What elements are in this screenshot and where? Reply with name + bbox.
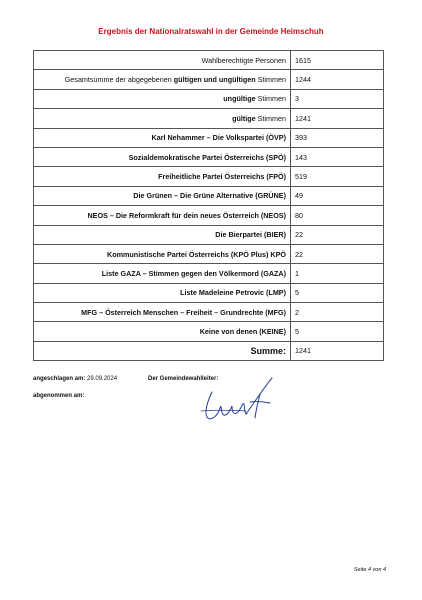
table-row	[34, 225, 384, 244]
table-row	[34, 283, 384, 302]
row-value: 3	[291, 89, 384, 108]
row-label	[34, 89, 291, 108]
row-label: Wahlberechtigte Personen	[34, 51, 291, 70]
posted-label: angeschlagen am:	[33, 376, 86, 382]
table-row	[34, 186, 384, 205]
row-value: 5	[291, 283, 384, 302]
sum-value: 1241	[291, 341, 384, 360]
row-value: 80	[291, 206, 384, 225]
row-value: 1241	[291, 109, 384, 128]
page-number: Seite 4 von 4	[353, 567, 386, 573]
row-label-part: Stimmen	[255, 74, 286, 84]
row-label: Freiheitliche Partei Österreichs (FPÖ)	[34, 167, 291, 186]
row-label-emphasis: gültige	[232, 113, 256, 123]
sum-row	[34, 341, 384, 360]
row-label: Karl Nehammer – Die Volkspartei (ÖVP)	[34, 128, 291, 147]
row-value: 1615	[291, 51, 384, 70]
row-label: Die Bierpartei (BIER)	[34, 225, 291, 244]
row-label-part: Gesamtsumme der abgegebenen	[64, 74, 174, 84]
row-value: 143	[291, 147, 384, 166]
row-label: Die Grünen – Die Grüne Alternative (GRÜNE)	[34, 186, 291, 205]
row-label: Sozialdemokratische Partei Österreichs (SPÖ)	[34, 147, 291, 166]
sum-label: Summe:	[34, 341, 291, 360]
row-value: 1244	[291, 70, 384, 89]
table-row	[34, 147, 384, 166]
table-row	[34, 303, 384, 322]
row-label-part: Stimmen	[255, 113, 286, 123]
row-value: 22	[291, 244, 384, 263]
row-label: Kommunistische Partei Österreichs (KPÖ Plus) KPÖ	[34, 244, 291, 263]
row-value: 5	[291, 322, 384, 341]
table-row	[34, 322, 384, 341]
table-row	[34, 167, 384, 186]
table-row	[34, 244, 384, 263]
table-row	[34, 51, 384, 70]
row-label	[34, 70, 291, 89]
table-row	[34, 128, 384, 147]
page-title: Ergebnis der Nationalratswahl in der Gemeinde Heimschuh	[98, 27, 324, 36]
table-row	[34, 70, 384, 89]
table-row	[34, 89, 384, 108]
row-label: Liste Madeleine Petrovic (LMP)	[34, 283, 291, 302]
signature-image	[198, 372, 282, 424]
row-value: 1	[291, 264, 384, 283]
table-row	[34, 264, 384, 283]
officer-label: Der Gemeindewahlleiter:	[148, 376, 219, 382]
row-value: 2	[291, 303, 384, 322]
row-label	[34, 109, 291, 128]
results-table	[33, 50, 384, 361]
row-label-part: Stimmen	[255, 94, 286, 104]
posted-info	[33, 376, 117, 382]
posted-date: 29.09.2024	[87, 376, 118, 382]
row-label: MFG – Österreich Menschen – Freiheit – Grundrechte (MFG)	[34, 303, 291, 322]
row-value: 49	[291, 186, 384, 205]
row-label-emphasis: gültigen und ungültigen	[173, 74, 256, 84]
row-label: Liste GAZA – Stimmen gegen den Völkermord (GAZA)	[34, 264, 291, 283]
row-label: NEOS – Die Reformkraft für dein neues Österreich (NEOS)	[34, 206, 291, 225]
row-label: Keine von denen (KEINE)	[34, 322, 291, 341]
removed-label: abgenommen am:	[33, 393, 85, 399]
row-label-emphasis: ungültige	[223, 94, 256, 104]
row-value: 22	[291, 225, 384, 244]
row-value: 393	[291, 128, 384, 147]
row-value: 519	[291, 167, 384, 186]
table-row	[34, 206, 384, 225]
table-row	[34, 109, 384, 128]
